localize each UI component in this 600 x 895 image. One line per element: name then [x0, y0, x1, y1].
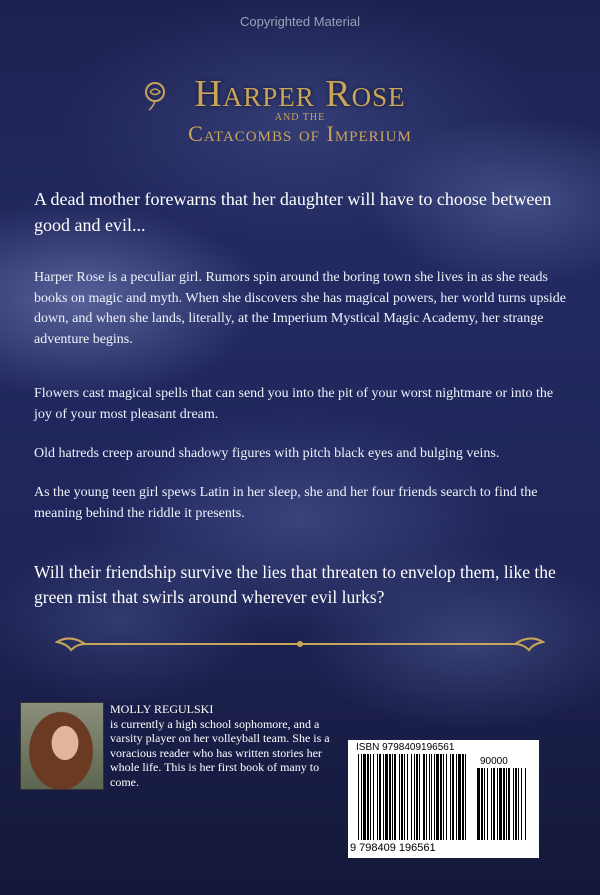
barcode-bar — [443, 754, 444, 840]
blurb-paragraph-4: As the young teen girl spews Latin in her sleep, she and her four friends search to find the meaning behind the riddle it presents. — [34, 485, 538, 521]
barcode-bar — [361, 754, 362, 840]
barcode-addon-bar — [508, 768, 510, 840]
blurb-paragraph-3: Old hatreds creep around shadowy figures with pitch black eyes and bulging veins. — [34, 446, 500, 461]
barcode-bar — [385, 754, 388, 840]
barcode-bar — [458, 754, 461, 840]
title-subtitle: Catacombs of Imperium — [188, 121, 412, 146]
barcode-bar — [452, 754, 454, 840]
barcode-addon-bar — [491, 768, 492, 840]
barcode-digits: 9 798409 196561 — [350, 842, 436, 854]
isbn-label: ISBN 9798409196561 — [356, 742, 455, 753]
barcode-bar — [370, 754, 371, 840]
blurb-paragraph-2: Flowers cast magical spells that can send you into the pit of your worst nightmare or into the joy of your most pleasant dream. — [34, 386, 554, 422]
barcode-bar — [440, 754, 442, 840]
gold-divider-ornament — [55, 634, 545, 654]
barcode-bar — [431, 754, 432, 840]
barcode-bar — [416, 754, 418, 840]
author-name: MOLLY REGULSKI — [110, 702, 214, 716]
barcode-bars — [348, 740, 539, 858]
barcode-bar — [434, 754, 435, 840]
barcode-bar — [456, 754, 457, 840]
barcode-bar — [426, 754, 427, 840]
barcode-addon-bar — [513, 768, 514, 840]
barcode-bar — [407, 754, 408, 840]
barcode-bar — [404, 754, 405, 840]
barcode-bar — [373, 754, 374, 840]
barcode-addon-bar — [484, 768, 485, 840]
author-bio: is currently a high school sophomore, and a varsity player on her volleyball team. She is a voracious reader who has written stories her whole life. This is her first book of many to come. — [110, 716, 330, 789]
barcode-addon-bar — [493, 768, 495, 840]
barcode-addon-bar — [497, 768, 498, 840]
barcode-bar — [423, 754, 425, 840]
blurb-paragraph-1: Harper Rose is a peculiar girl. Rumors spin around the boring town she lives in as she reads books on magic and myth. When she discovers she has magical powers, her world turns upside down, and when she lands, literally, at the Imperium Mystical Magic Academy, her strange adventure begins. — [34, 270, 567, 347]
barcode-bar — [450, 754, 451, 840]
barcode-bar — [436, 754, 439, 840]
barcode-bar — [414, 754, 415, 840]
barcode-addon-bar — [506, 768, 507, 840]
title-and-the: AND THE — [274, 112, 326, 123]
blurb-question: Will their friendship survive the lies that threaten to envelop them, like the green mist that swirls around wherever evil lurks? — [34, 562, 556, 607]
barcode-addon-bar — [499, 768, 502, 840]
barcode-addon-bar — [481, 768, 483, 840]
barcode-bar — [389, 754, 391, 840]
blurb-lead: A dead mother forewarns that her daughter will have to choose between good and evil... — [34, 189, 552, 235]
barcode-addon-bar — [477, 768, 480, 840]
barcode-addon-bar — [515, 768, 517, 840]
barcode-addon-bar — [487, 768, 488, 840]
barcode-bar — [392, 754, 393, 840]
book-title — [0, 72, 600, 147]
isbn-barcode — [348, 740, 539, 858]
barcode-addon-bar — [521, 768, 522, 840]
barcode-bar — [429, 754, 430, 840]
barcode-bar — [377, 754, 378, 840]
price-code: 90000 — [480, 756, 508, 767]
barcode-bar — [383, 754, 384, 840]
barcode-addon-bar — [525, 768, 526, 840]
barcode-bar — [399, 754, 400, 840]
barcode-bar — [367, 754, 369, 840]
author-bio-block — [110, 702, 340, 789]
barcode-bar — [358, 754, 359, 840]
barcode-addon-bar — [503, 768, 505, 840]
barcode-bar — [379, 754, 381, 840]
barcode-addon-bar — [518, 768, 519, 840]
barcode-bar — [401, 754, 403, 840]
title-main: Harper Rose — [194, 73, 406, 115]
barcode-bar — [363, 754, 366, 840]
barcode-bar — [446, 754, 447, 840]
barcode-bar — [462, 754, 464, 840]
barcode-bar — [465, 754, 466, 840]
copyright-watermark: Copyrighted Material — [240, 14, 360, 29]
barcode-bar — [411, 754, 412, 840]
author-photo — [20, 702, 104, 790]
barcode-bar — [419, 754, 420, 840]
barcode-bar — [394, 754, 396, 840]
